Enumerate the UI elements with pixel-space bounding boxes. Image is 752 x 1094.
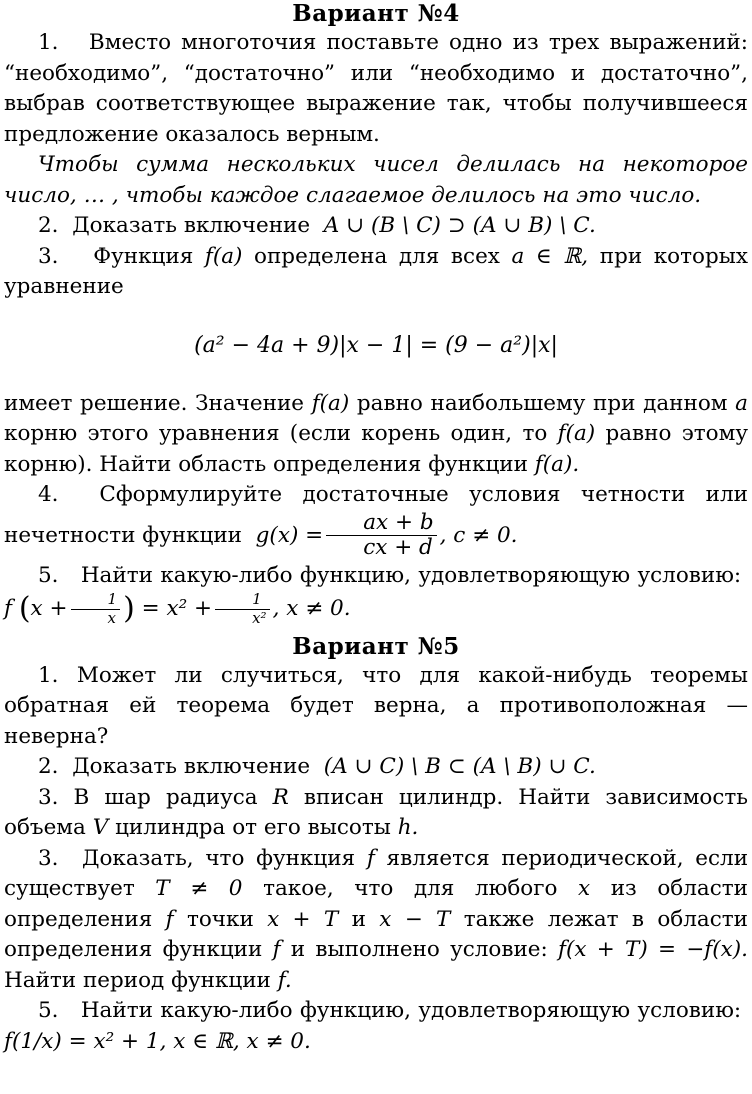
v5-problem-5 xyxy=(4,996,748,1057)
v4-problem-2 xyxy=(4,211,748,242)
v5-p4-text-g: и выполнено условие: xyxy=(290,937,548,963)
v4-p4-cond: , c ≠ 0. xyxy=(439,522,518,548)
v5-p3-text-c: цилиндра от его высоты xyxy=(115,815,391,841)
v5-problem-2 xyxy=(4,752,748,783)
v4-p3-fa-3: f(a) xyxy=(557,421,596,446)
v4-p5-frac-1 xyxy=(71,591,121,627)
v4-problem-5: 5. Найти какую-либо функцию, удовлетворяющую условию: f (x + $\frac{1}{x}$ ) = x² + $\frac{1}{\text{x²}}$ , x ≠ 0. xyxy=(4,562,742,627)
v5-p5-text: Найти какую-либо функцию, удовлетворяющую условию: xyxy=(80,998,742,1024)
v4-p2-text: Доказать включение xyxy=(72,213,311,238)
v5-p3-text-b: вписан цилиндр. Найти зависимость объема xyxy=(4,784,748,841)
variant-4-title: Вариант №4 xyxy=(292,0,460,27)
v4-p3-text-d: имеет решение. Значение xyxy=(4,390,305,416)
v4-p3-fa: f(a) xyxy=(204,243,243,269)
v5-problem-1 xyxy=(4,661,748,753)
v4-p3-equation: (a² − 4a + 9)|x − 1| = (9 − a²)|x| xyxy=(194,332,558,358)
v5-problem-4 xyxy=(4,844,748,997)
v4-p4-numerator: ax + b xyxy=(326,511,436,537)
v4-p3-cond: a ∈ ℝ, xyxy=(511,243,589,269)
v4-p5-f: f xyxy=(4,596,12,622)
v5-p4-number: 3. xyxy=(38,845,59,871)
v4-p3-text-g: равно этому корню). Найти область определения функции xyxy=(4,421,748,477)
v5-p1-text: Может ли случиться, что для какой-нибудь теоремы обратная ей теорема будет верна, а противоположная — неверна? xyxy=(4,662,748,749)
v5-p4-f-3: f xyxy=(272,937,281,963)
v5-p4-T: T ≠ 0 xyxy=(155,876,243,902)
v4-p3-text-b: определена для всех xyxy=(254,243,500,269)
v4-p4-denominator: cx + d xyxy=(363,535,433,561)
v5-p2-formula: (A ∪ C) \ B ⊂ (A \ B) ∪ C. xyxy=(323,754,596,780)
v4-p1-text: Вместо многоточия поставьте одно из трех выражений: “необходимо”, “достаточно” или “необходимо и достаточно”, выбрав соответствующее выражение так, чтобы получившееся предложение оказалось верным. xyxy=(4,30,748,147)
v4-p5-inner: x + xyxy=(30,596,68,622)
v5-p3-h: h. xyxy=(397,815,419,841)
v5-p4-f: f xyxy=(366,845,375,871)
v4-p4-text: Сформулируйте достаточные условия четности или нечетности функции xyxy=(4,482,749,548)
v4-p4-gx: g(x) = xyxy=(255,522,324,548)
v5-p2-number: 2. xyxy=(38,754,59,780)
v4-problem-3-cont xyxy=(4,389,748,481)
v5-p4-x: x xyxy=(578,876,591,902)
v4-p5-cond: , x ≠ 0. xyxy=(272,596,351,622)
v5-p3-text-a: В шар радиуса xyxy=(73,784,258,810)
v4-p5-frac-1-num: 1 xyxy=(71,591,121,609)
v5-p4-text-c: такое, что для любого xyxy=(263,876,558,902)
v4-p4-number: 4. xyxy=(38,482,59,507)
v5-p1-number: 1. xyxy=(38,662,59,688)
v4-p4-fraction xyxy=(326,511,436,561)
v4-p5-frac-2-den: x² xyxy=(252,608,267,627)
variant-5-title: Вариант №5 xyxy=(292,632,460,660)
v5-p4-text-b: является периодической, если существует xyxy=(4,845,749,902)
v4-problem-1 xyxy=(4,28,748,150)
v4-p5-frac-2-num: 1 xyxy=(215,591,269,609)
v5-p4-pts2: x − T xyxy=(379,906,451,932)
v4-p2-formula: A ∪ (B \ C) ⊃ (A ∪ B) \ C. xyxy=(323,213,596,238)
v4-p3-text-a: Функция xyxy=(93,243,194,269)
v4-problem-3 xyxy=(4,242,748,303)
v4-p3-text-e: равно наибольшему при данном xyxy=(356,390,728,416)
v4-p3-number: 3. xyxy=(38,243,59,269)
v5-p3-V: V xyxy=(92,815,109,841)
v5-p3-R: R xyxy=(272,784,289,810)
v5-p4-text-e: точки xyxy=(186,906,254,932)
v5-p4-f-2: f xyxy=(165,906,174,932)
v5-p4-text-a: Доказать, что функция xyxy=(81,845,356,871)
v4-p5-frac-1-den: x xyxy=(107,608,116,627)
v5-p4-cond: f(x + T) = −f(x). xyxy=(558,937,748,963)
v5-p2-text: Доказать включение xyxy=(72,754,311,780)
v5-p4-text-h: Найти период функции xyxy=(4,967,271,993)
v4-p2-number: 2. xyxy=(38,213,59,238)
v4-p3-var-a: a xyxy=(735,390,748,416)
v4-problem-1-statement: Чтобы сумма нескольких чисел делилась на некоторое число, … , чтобы каждое слагаемое делилось на это число. xyxy=(4,152,748,208)
v5-p5-formula: f(1/x) = x² + 1, x ∈ ℝ, x ≠ 0. xyxy=(4,1028,311,1054)
v5-p4-pts: x + T xyxy=(267,906,339,932)
v4-p5-rhs: = x² + xyxy=(141,596,213,622)
v5-p5-number: 5. xyxy=(38,998,59,1024)
v4-p5-number: 5. xyxy=(38,562,59,588)
v4-p5-text: Найти какую-либо функцию, удовлетворяющую условию: xyxy=(80,562,742,588)
v4-problem-4 xyxy=(4,480,748,561)
v5-problem-3 xyxy=(4,783,748,844)
v4-p3-text-f: корню этого уравнения (если корень один, то xyxy=(4,421,548,446)
v5-p4-and: и xyxy=(351,906,366,932)
v4-p3-text-c: при которых уравнение xyxy=(4,243,748,299)
v4-p3-fa-2: f(a) xyxy=(311,390,350,416)
v5-p4-text-f: также лежат в области определения функции xyxy=(4,906,748,963)
v5-p4-text-d: из области определения xyxy=(4,876,748,932)
v4-p3-fa-end: f(a). xyxy=(534,451,580,477)
v5-p4-f-end: f. xyxy=(277,967,292,993)
v4-p5-frac-2 xyxy=(215,591,269,627)
v4-p1-number: 1. xyxy=(38,30,59,55)
v5-p3-number: 3. xyxy=(38,784,59,810)
